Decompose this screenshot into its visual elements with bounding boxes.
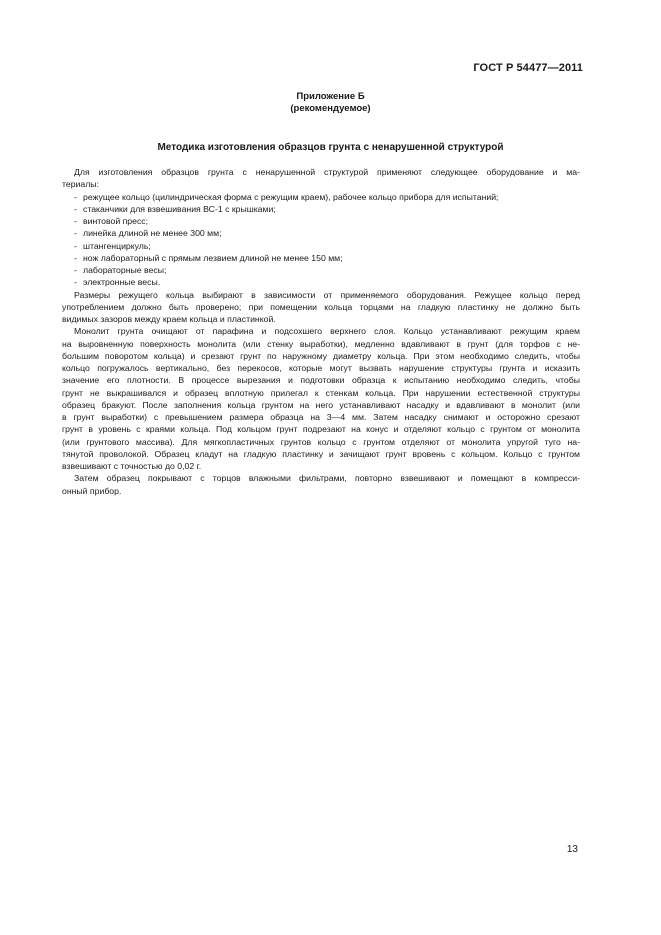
appendix-label: Приложение Б [296, 91, 365, 102]
list-item: - штангенциркуль; [74, 240, 151, 251]
text-line: в грунт выработки) с превышением размера образца на 3—4 мм. Затем насадку снимают и осторожно срезают [62, 412, 580, 422]
text-line: (или грунтового массива). Для мягкопластичных грунтов кольцо с грунтом отделяют от монолита упругой туго на- [62, 436, 580, 447]
text-line: взвешивают с точностью до 0,02 г. [62, 461, 202, 471]
text-line: видимых зазоров между краем кольца и пластинкой. [62, 314, 276, 324]
list-item: - лабораторные весы; [74, 265, 167, 275]
text-line: Размеры режущего кольца выбирают в зависимости от применяемого оборудования. Режущее кольцо перед [74, 289, 580, 300]
text-line: тянутой проволокой. Образец кладут на гладкую пластинку и зачищают грунт вровень с кольцом. Кольцо с грунтом [62, 448, 580, 459]
text-line: Монолит грунта очищают от парафина и подсохшего верхнего слоя. Кольцо устанавливают режущим краем [74, 326, 580, 337]
page-number: 13 [566, 844, 578, 855]
text-line: териалы: [62, 179, 99, 190]
text-line: кольцо погружалось вертикально, без перекосов, которые могут вызвать нарушение структуры грунта и исказить [62, 363, 580, 373]
text-line: онный прибор. [62, 485, 122, 496]
text-line: большим поворотом кольца) и срезают грунт по наружному диаметру кольца. При этом необходимо следить, чтобы [62, 350, 580, 361]
list-item: - нож лабораторный с прямым лезвием длиной не менее 150 мм; [74, 252, 343, 263]
list-item: - стаканчики для взвешивания ВС-1 с крышками; [74, 203, 276, 214]
list-item: - линейка длиной не менее 300 мм; [74, 228, 222, 239]
text-line: на выровненную поверхность монолита (или стенку выработки), медленно вдавливают в грунт (для торфов с не- [62, 338, 580, 349]
appendix-heading [0, 91, 661, 115]
text-line: образец бракуют. После заполнения кольца грунтом на него устанавливают насадку и вдавливают в монолит (или [62, 399, 580, 410]
text-line: грунт в уровень с краями кольца. Под кольцом грунт подрезают на конус и отделяют кольцо с грунтом от монолита [62, 424, 580, 435]
text-line: грунт не выкрашивался и образец вплотную прилегал к стенкам кольца. При нарушении естественной структуры [62, 387, 580, 398]
standard-code: ГОСТ Р 54477—2011 [473, 62, 583, 74]
text-line: употреблением должно быть проверено; при помещении кольца торцами на гладкую пластинку не должно быть [62, 301, 580, 312]
document-body [62, 166, 580, 497]
list-item: - винтовой пресс; [74, 216, 149, 226]
list-item: - электронные весы. [74, 277, 161, 288]
appendix-status: (рекомендуемое) [290, 103, 371, 114]
document-title: Методика изготовления образцов грунта с ненарушенной структурой [157, 142, 504, 153]
list-item: - режущее кольцо (цилиндрическая форма с режущим краем), рабочее кольцо прибора для испытаний; [74, 191, 499, 202]
text-line: значение его плотности. В процессе вырезания и подготовки образца к испытанию необходимо следить, чтобы [62, 375, 580, 386]
text-line: Для изготовления образцов грунта с ненарушенной структурой применяют следующее оборудование и ма- [74, 167, 580, 177]
text-line: Затем образец покрывают с торцов влажными фильтрами, повторно взвешивают и помещают в компресси- [74, 473, 580, 484]
